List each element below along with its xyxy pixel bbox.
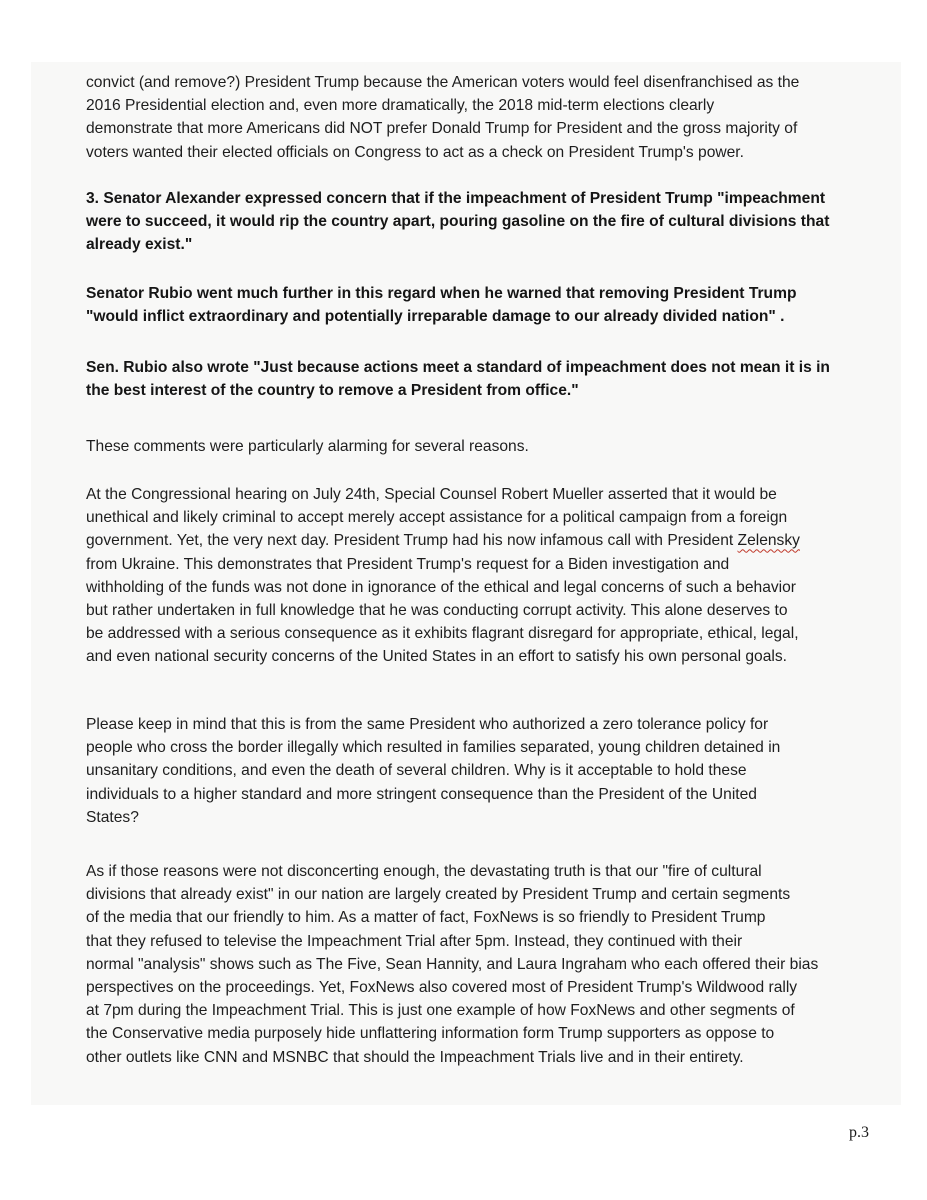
text-line: at 7pm during the Impeachment Trial. This is just one example of how FoxNews and other segments of (86, 1002, 795, 1020)
text-line-with-flagged-word (86, 529, 866, 552)
text-line: States? (86, 808, 139, 826)
text-line: withholding of the funds was not done in ignorance of the ethical and legal concerns of such a behavior (86, 578, 796, 596)
paragraph-alarming-comments (86, 435, 866, 458)
paragraph-senator-alexander-concern (86, 187, 866, 257)
text-fragment: government. Yet, the very next day. President Trump had his now infamous call with President (86, 532, 734, 550)
text-line: voters wanted their elected officials on Congress to act as a check on President Trump's power. (86, 143, 744, 161)
text-line: from Ukraine. This demonstrates that President Trump's request for a Biden investigation and (86, 555, 730, 573)
text-line: already exist." (86, 236, 193, 254)
paragraph-mueller-hearing (86, 483, 866, 669)
paragraph-senator-rubio-warning (86, 282, 866, 328)
text-line: Senator Rubio went much further in this regard when he warned that removing President Trump (86, 285, 797, 302)
text-line: Please keep in mind that this is from the same President who authorized a zero tolerance policy for (86, 716, 769, 733)
text-line: and even national security concerns of the United States in an effort to satisfy his own personal goals. (86, 648, 787, 666)
page-number: p.3 (849, 1124, 869, 1141)
text-line: normal "analysis" shows such as The Five, Sean Hannity, and Laura Ingraham who each offered their bias (86, 955, 819, 973)
spellcheck-flagged-word: Zelensky (737, 532, 800, 550)
text-line: individuals to a higher standard and more stringent consequence than the President of the United (86, 785, 757, 803)
paragraph-foxnews-coverage (86, 860, 866, 1069)
text-line: At the Congressional hearing on July 24th, Special Counsel Robert Mueller asserted that it would be (86, 486, 777, 503)
text-line: As if those reasons were not disconcerting enough, the devastating truth is that our "fire of cultural (86, 863, 762, 880)
text-line: 2016 Presidential election and, even more dramatically, the 2018 mid-term elections clearly (86, 97, 715, 115)
text-line: These comments were particularly alarming for several reasons. (86, 438, 529, 455)
text-line: of the media that our friendly to him. As a matter of fact, FoxNews is so friendly to President Trump (86, 909, 766, 927)
text-line: people who cross the border illegally which resulted in families separated, young children detained in (86, 739, 781, 757)
text-line: divisions that already exist" in our nation are largely created by President Trump and certain segments (86, 886, 791, 904)
text-line: unethical and likely criminal to accept merely accept assistance for a political campaign from a foreign (86, 509, 788, 527)
text-line: unsanitary conditions, and even the death of several children. Why is it acceptable to hold these (86, 762, 747, 780)
text-line: perspectives on the proceedings. Yet, FoxNews also covered most of President Trump's Wildwood rally (86, 979, 798, 997)
paragraph-senator-rubio-quote (86, 356, 866, 402)
text-line: were to succeed, it would rip the country apart, pouring gasoline on the fire of cultural divisions that (86, 213, 830, 231)
text-line: demonstrate that more Americans did NOT prefer Donald Trump for President and the gross majority of (86, 120, 798, 138)
text-line: be addressed with a serious consequence as it exhibits flagrant disregard for appropriate, ethical, legal, (86, 625, 799, 643)
text-line: but rather undertaken in full knowledge that he was conducting corrupt activity. This alone deserves to (86, 602, 788, 620)
text-line: other outlets like CNN and MSNBC that should the Impeachment Trials live and in their entirety. (86, 1048, 744, 1066)
text-line: convict (and remove?) President Trump because the American voters would feel disenfranchised as the (86, 74, 800, 91)
text-line: the Conservative media purposely hide unflattering information form Trump supporters as oppose to (86, 1025, 775, 1043)
text-line: Sen. Rubio also wrote "Just because actions meet a standard of impeachment does not mean it is in (86, 359, 830, 376)
text-line: "would inflict extraordinary and potentially irreparable damage to our already divided nation" . (86, 308, 785, 326)
paragraph-voter-disenfranchisement (86, 71, 866, 164)
text-line: that they refused to televise the Impeachment Trial after 5pm. Instead, they continued with their (86, 932, 743, 950)
text-line: 3. Senator Alexander expressed concern that if the impeachment of President Trump "impeachment (86, 190, 826, 207)
text-line: the best interest of the country to remove a President from office." (86, 382, 579, 400)
paragraph-zero-tolerance-policy (86, 713, 866, 829)
